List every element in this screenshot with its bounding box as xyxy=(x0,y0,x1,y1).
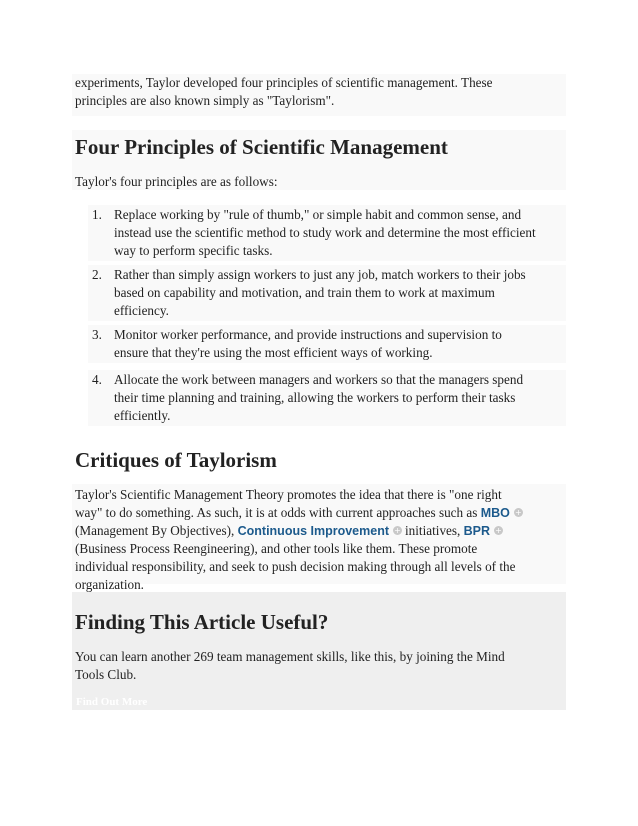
intro-line: experiments, Taylor developed four principles of scientific management. These xyxy=(75,75,493,90)
list-line: ensure that they're using the most efficient ways of working. xyxy=(114,345,433,360)
list-number: 1. xyxy=(92,207,102,222)
continuous-improvement-link[interactable]: Continuous Improvement xyxy=(237,524,390,538)
list-item xyxy=(88,326,566,362)
list-number: 3. xyxy=(92,327,102,342)
useful-line: Tools Club. xyxy=(75,667,137,682)
principles-lead: Taylor's four principles are as follows: xyxy=(75,174,278,189)
critiques-paragraph xyxy=(75,486,565,594)
critiques-line xyxy=(75,504,565,522)
list-number: 2. xyxy=(92,267,102,282)
critiques-line xyxy=(75,522,565,540)
list-line: Replace working by "rule of thumb," or simple habit and common sense, and xyxy=(114,207,522,222)
list-item xyxy=(88,371,566,425)
principles-heading: Four Principles of Scientific Management xyxy=(75,135,448,159)
intro-paragraph xyxy=(75,74,493,110)
find-out-more-button[interactable]: Find Out More xyxy=(76,696,148,708)
useful-paragraph xyxy=(75,648,505,684)
useful-heading: Finding This Article Useful? xyxy=(75,610,329,634)
list-item xyxy=(88,206,566,260)
list-line: Monitor worker performance, and provide instructions and supervision to xyxy=(114,327,502,342)
list-line: Rather than simply assign workers to just any job, match workers to their jobs xyxy=(114,267,526,282)
bpr-link[interactable]: BPR xyxy=(463,524,491,538)
intro-line: principles are also known simply as "Taylorism". xyxy=(75,93,335,108)
list-line: efficiency. xyxy=(114,303,169,318)
list-line: way to perform specific tasks. xyxy=(114,243,273,258)
list-line: based on capability and motivation, and train them to work at maximum xyxy=(114,285,495,300)
critiques-line: individual responsibility, and seek to push decision making through all levels of the xyxy=(75,559,516,574)
plus-icon[interactable]: + xyxy=(515,508,522,518)
list-line: efficiently. xyxy=(114,408,171,423)
critiques-text: (Management By Objectives), xyxy=(75,523,238,538)
list-line: instead use the scientific method to study work and determine the most efficient xyxy=(114,225,536,240)
critiques-line: (Business Process Reengineering), and other tools like them. These promote xyxy=(75,541,478,556)
plus-icon[interactable]: + xyxy=(495,526,502,536)
critiques-text: initiatives, xyxy=(405,523,464,538)
plus-icon[interactable]: + xyxy=(394,526,401,536)
mbo-link[interactable]: MBO xyxy=(480,506,510,520)
list-line: their time planning and training, allowing the workers to perform their tasks xyxy=(114,390,516,405)
list-line: Allocate the work between managers and workers so that the managers spend xyxy=(114,372,524,387)
critiques-line: organization. xyxy=(75,577,144,592)
critiques-text: way" to do something. As such, it is at odds with current approaches such as xyxy=(75,505,481,520)
critiques-heading: Critiques of Taylorism xyxy=(75,448,277,472)
list-item xyxy=(88,266,566,320)
list-number: 4. xyxy=(92,372,102,387)
useful-line: You can learn another 269 team management skills, like this, by joining the Mind xyxy=(75,649,505,664)
critiques-line: Taylor's Scientific Management Theory promotes the idea that there is "one right xyxy=(75,487,502,502)
